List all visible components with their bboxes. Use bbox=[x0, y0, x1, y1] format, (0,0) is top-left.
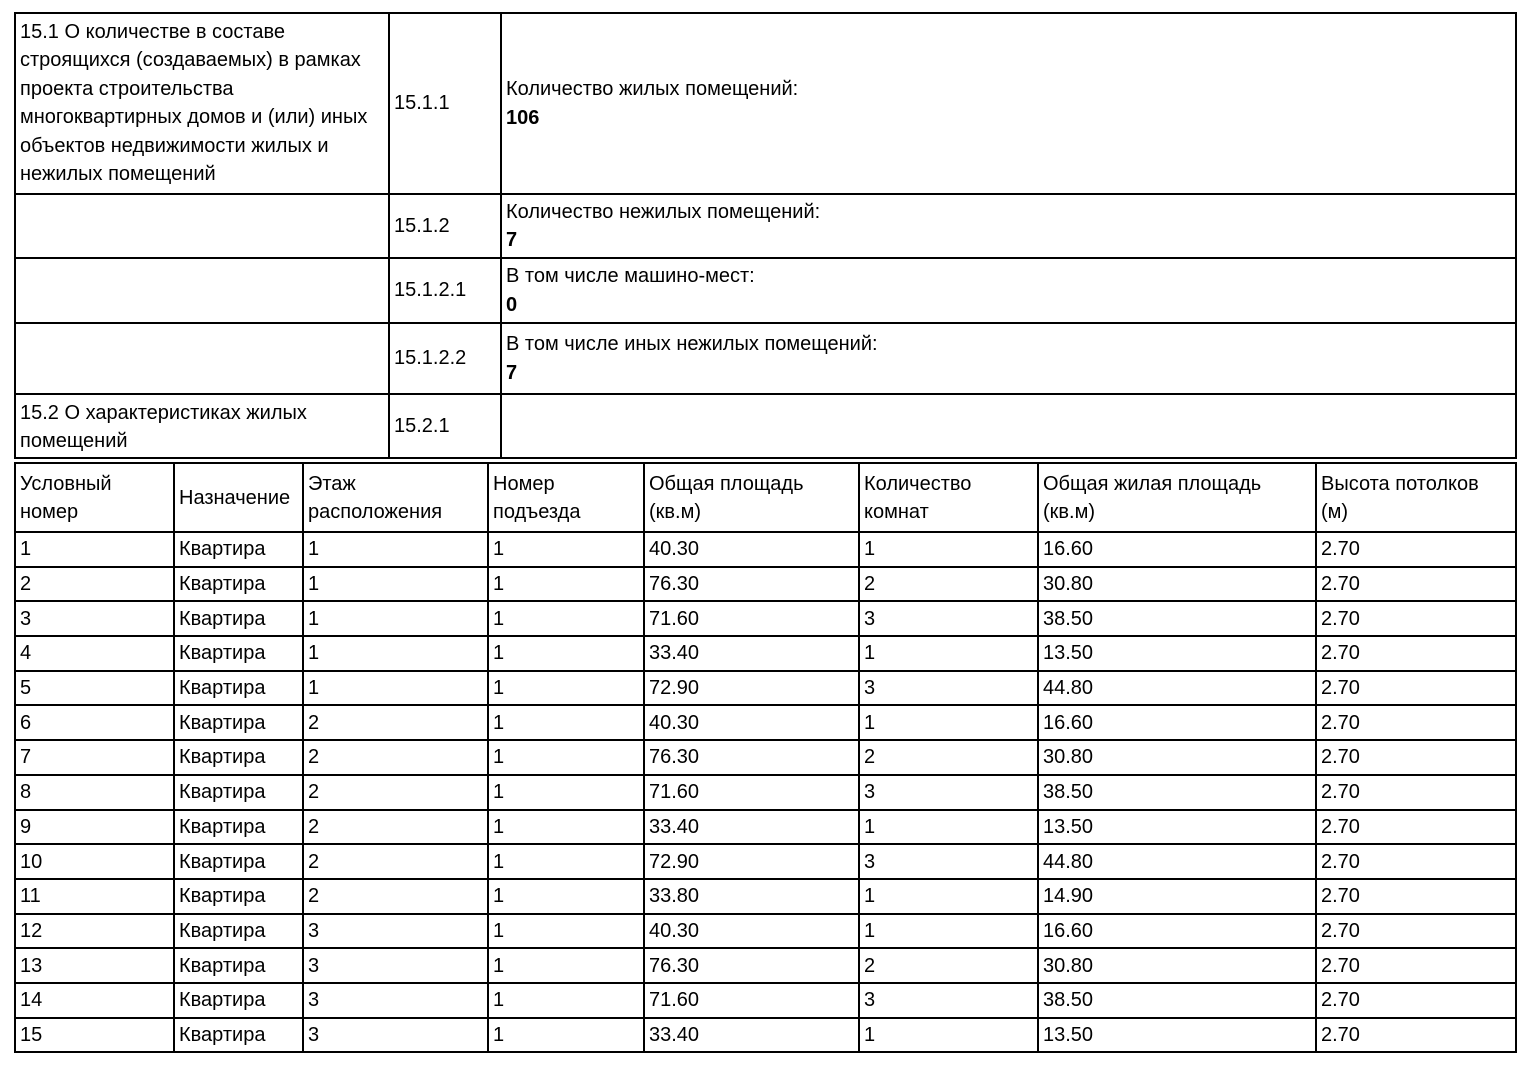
apartment-cell-total-area: 72.90 bbox=[644, 844, 859, 879]
apartment-cell-room-count: 3 bbox=[859, 844, 1038, 879]
apartment-cell-ceiling-height: 2.70 bbox=[1316, 844, 1516, 879]
apartment-cell-purpose: Квартира bbox=[174, 532, 303, 567]
apartment-row bbox=[15, 740, 1516, 775]
apartment-cell-purpose: Квартира bbox=[174, 740, 303, 775]
apartment-cell-living-area: 13.50 bbox=[1038, 636, 1316, 671]
apartment-cell-ceiling-height: 2.70 bbox=[1316, 948, 1516, 983]
section-content-15-1-1 bbox=[501, 13, 1516, 194]
apartment-cell-floor: 1 bbox=[303, 636, 488, 671]
apartment-cell-purpose: Квартира bbox=[174, 775, 303, 810]
apartment-cell-room-count: 1 bbox=[859, 705, 1038, 740]
apartment-cell-room-count: 2 bbox=[859, 567, 1038, 602]
apartment-cell-ceiling-height: 2.70 bbox=[1316, 810, 1516, 845]
column-header-entrance: Номер подъезда bbox=[488, 463, 644, 532]
column-header-purpose: Назначение bbox=[174, 463, 303, 532]
apartment-cell-entrance: 1 bbox=[488, 532, 644, 567]
apartment-cell-living-area: 14.90 bbox=[1038, 879, 1316, 914]
field-value-residential-count: 106 bbox=[506, 106, 540, 129]
apartment-cell-unit-number: 12 bbox=[15, 914, 174, 949]
apartment-cell-entrance: 1 bbox=[488, 671, 644, 706]
apartment-cell-living-area: 38.50 bbox=[1038, 983, 1316, 1018]
section-row-15-2-1 bbox=[15, 394, 1516, 458]
apartment-cell-unit-number: 2 bbox=[15, 567, 174, 602]
apartment-cell-unit-number: 13 bbox=[15, 948, 174, 983]
apartment-cell-purpose: Квартира bbox=[174, 601, 303, 636]
apartment-cell-living-area: 30.80 bbox=[1038, 740, 1316, 775]
apartments-header-row bbox=[15, 463, 1516, 532]
apartment-row bbox=[15, 601, 1516, 636]
apartment-cell-total-area: 40.30 bbox=[644, 914, 859, 949]
field-value-parking-count: 0 bbox=[506, 293, 518, 316]
apartment-cell-unit-number: 8 bbox=[15, 775, 174, 810]
apartment-cell-entrance: 1 bbox=[488, 810, 644, 845]
section-row-15-1-1 bbox=[15, 13, 1516, 194]
apartment-cell-unit-number: 9 bbox=[15, 810, 174, 845]
apartment-cell-floor: 2 bbox=[303, 775, 488, 810]
apartment-cell-total-area: 71.60 bbox=[644, 983, 859, 1018]
apartment-cell-ceiling-height: 2.70 bbox=[1316, 671, 1516, 706]
section-content-15-1-2-2 bbox=[501, 323, 1516, 394]
apartment-cell-room-count: 1 bbox=[859, 879, 1038, 914]
apartment-cell-living-area: 44.80 bbox=[1038, 844, 1316, 879]
apartment-cell-total-area: 72.90 bbox=[644, 671, 859, 706]
apartment-cell-entrance: 1 bbox=[488, 567, 644, 602]
apartment-cell-living-area: 13.50 bbox=[1038, 1018, 1316, 1053]
apartment-row bbox=[15, 914, 1516, 949]
apartment-cell-total-area: 40.30 bbox=[644, 705, 859, 740]
apartment-cell-living-area: 38.50 bbox=[1038, 775, 1316, 810]
apartment-row bbox=[15, 636, 1516, 671]
apartment-cell-room-count: 1 bbox=[859, 1018, 1038, 1053]
column-header-unit-number: Условный номер bbox=[15, 463, 174, 532]
apartment-cell-room-count: 3 bbox=[859, 775, 1038, 810]
apartment-cell-entrance: 1 bbox=[488, 601, 644, 636]
apartment-cell-unit-number: 7 bbox=[15, 740, 174, 775]
apartment-cell-room-count: 1 bbox=[859, 532, 1038, 567]
apartment-cell-room-count: 1 bbox=[859, 636, 1038, 671]
apartment-cell-purpose: Квартира bbox=[174, 1018, 303, 1053]
field-label-nonresidential-count: Количество нежилых помещений: bbox=[506, 200, 821, 223]
apartment-cell-room-count: 3 bbox=[859, 671, 1038, 706]
apartment-cell-total-area: 40.30 bbox=[644, 532, 859, 567]
apartment-cell-room-count: 1 bbox=[859, 810, 1038, 845]
section-content-15-1-2-1 bbox=[501, 258, 1516, 323]
apartment-cell-room-count: 3 bbox=[859, 983, 1038, 1018]
section-code-15-1-2-1: 15.1.2.1 bbox=[389, 258, 501, 323]
section-row-15-1-2 bbox=[15, 194, 1516, 258]
apartment-cell-room-count: 2 bbox=[859, 948, 1038, 983]
apartment-row bbox=[15, 567, 1516, 602]
apartment-cell-total-area: 76.30 bbox=[644, 567, 859, 602]
apartments-table bbox=[14, 462, 1517, 1053]
column-header-living-area: Общая жилая площадь (кв.м) bbox=[1038, 463, 1316, 532]
apartment-cell-purpose: Квартира bbox=[174, 705, 303, 740]
apartment-row bbox=[15, 879, 1516, 914]
section-code-15-2-1: 15.2.1 bbox=[389, 394, 501, 458]
apartment-cell-room-count: 3 bbox=[859, 601, 1038, 636]
apartment-cell-floor: 1 bbox=[303, 532, 488, 567]
apartment-cell-entrance: 1 bbox=[488, 879, 644, 914]
field-label-other-nonresidential-count: В том числе иных нежилых помещений: bbox=[506, 333, 878, 356]
apartment-cell-entrance: 1 bbox=[488, 775, 644, 810]
apartment-cell-unit-number: 11 bbox=[15, 879, 174, 914]
apartment-cell-total-area: 71.60 bbox=[644, 775, 859, 810]
apartment-cell-living-area: 13.50 bbox=[1038, 810, 1316, 845]
apartment-cell-floor: 2 bbox=[303, 844, 488, 879]
field-label-parking-count: В том числе машино-мест: bbox=[506, 265, 755, 288]
apartment-cell-entrance: 1 bbox=[488, 705, 644, 740]
apartment-row bbox=[15, 532, 1516, 567]
apartment-cell-living-area: 44.80 bbox=[1038, 671, 1316, 706]
apartment-cell-ceiling-height: 2.70 bbox=[1316, 775, 1516, 810]
section-row-15-1-2-2 bbox=[15, 323, 1516, 394]
section-row-15-1-2-1 bbox=[15, 258, 1516, 323]
section-15-1-label: 15.1 О количестве в составе строящихся (создаваемых) в рамках проекта строительства многоквартирных домов и (или) иных объектов недвижимости жилых и нежилых помещений bbox=[15, 13, 389, 194]
apartment-row bbox=[15, 948, 1516, 983]
apartment-cell-ceiling-height: 2.70 bbox=[1316, 879, 1516, 914]
apartment-cell-total-area: 76.30 bbox=[644, 948, 859, 983]
apartment-cell-purpose: Квартира bbox=[174, 636, 303, 671]
field-value-nonresidential-count: 7 bbox=[506, 229, 518, 251]
apartment-row bbox=[15, 671, 1516, 706]
apartment-cell-entrance: 1 bbox=[488, 740, 644, 775]
apartment-cell-total-area: 33.40 bbox=[644, 810, 859, 845]
apartment-cell-floor: 1 bbox=[303, 567, 488, 602]
apartment-cell-living-area: 30.80 bbox=[1038, 567, 1316, 602]
apartment-cell-purpose: Квартира bbox=[174, 567, 303, 602]
apartment-cell-ceiling-height: 2.70 bbox=[1316, 983, 1516, 1018]
apartment-cell-ceiling-height: 2.70 bbox=[1316, 601, 1516, 636]
apartment-cell-purpose: Квартира bbox=[174, 844, 303, 879]
field-label-residential-count: Количество жилых помещений: bbox=[506, 78, 799, 101]
apartment-row bbox=[15, 844, 1516, 879]
section-15-1-2-2-label-empty bbox=[15, 323, 389, 394]
apartment-cell-ceiling-height: 2.70 bbox=[1316, 740, 1516, 775]
apartment-cell-unit-number: 4 bbox=[15, 636, 174, 671]
apartment-cell-total-area: 71.60 bbox=[644, 601, 859, 636]
column-header-ceiling-height: Высота потолков (м) bbox=[1316, 463, 1516, 532]
column-header-room-count: Количество комнат bbox=[859, 463, 1038, 532]
apartment-cell-purpose: Квартира bbox=[174, 983, 303, 1018]
section-code-15-1-2-2: 15.1.2.2 bbox=[389, 323, 501, 394]
apartment-row bbox=[15, 775, 1516, 810]
apartment-cell-ceiling-height: 2.70 bbox=[1316, 532, 1516, 567]
apartment-cell-ceiling-height: 2.70 bbox=[1316, 636, 1516, 671]
apartment-cell-floor: 3 bbox=[303, 1018, 488, 1053]
field-value-other-nonresidential-count: 7 bbox=[506, 361, 518, 384]
apartment-cell-purpose: Квартира bbox=[174, 948, 303, 983]
apartment-cell-floor: 2 bbox=[303, 879, 488, 914]
apartment-row bbox=[15, 705, 1516, 740]
apartment-cell-unit-number: 15 bbox=[15, 1018, 174, 1053]
section-15-1-2-label-empty bbox=[15, 194, 389, 258]
apartment-cell-entrance: 1 bbox=[488, 914, 644, 949]
apartment-cell-purpose: Квартира bbox=[174, 810, 303, 845]
section-content-15-2-1 bbox=[501, 394, 1516, 458]
apartment-cell-living-area: 16.60 bbox=[1038, 705, 1316, 740]
apartment-cell-entrance: 1 bbox=[488, 948, 644, 983]
section-15-1-2-1-label-empty bbox=[15, 258, 389, 323]
apartment-cell-unit-number: 10 bbox=[15, 844, 174, 879]
section-code-15-1-2: 15.1.2 bbox=[389, 194, 501, 258]
apartment-cell-unit-number: 6 bbox=[15, 705, 174, 740]
apartment-cell-ceiling-height: 2.70 bbox=[1316, 914, 1516, 949]
apartment-cell-floor: 3 bbox=[303, 983, 488, 1018]
apartment-cell-floor: 2 bbox=[303, 705, 488, 740]
apartment-cell-living-area: 16.60 bbox=[1038, 914, 1316, 949]
apartment-cell-room-count: 2 bbox=[859, 740, 1038, 775]
section-15-2-label: 15.2 О характеристиках жилых помещений bbox=[15, 394, 389, 458]
section-info-table bbox=[14, 12, 1517, 459]
apartment-cell-floor: 3 bbox=[303, 914, 488, 949]
apartment-cell-purpose: Квартира bbox=[174, 671, 303, 706]
apartment-cell-unit-number: 5 bbox=[15, 671, 174, 706]
column-header-total-area: Общая площадь (кв.м) bbox=[644, 463, 859, 532]
apartment-cell-ceiling-height: 2.70 bbox=[1316, 1018, 1516, 1053]
apartment-cell-floor: 2 bbox=[303, 740, 488, 775]
apartment-cell-floor: 2 bbox=[303, 810, 488, 845]
apartment-cell-entrance: 1 bbox=[488, 983, 644, 1018]
section-code-15-1-1: 15.1.1 bbox=[389, 13, 501, 194]
apartment-row bbox=[15, 810, 1516, 845]
apartment-cell-room-count: 1 bbox=[859, 914, 1038, 949]
apartment-cell-living-area: 30.80 bbox=[1038, 948, 1316, 983]
column-header-floor: Этаж расположения bbox=[303, 463, 488, 532]
apartment-cell-living-area: 16.60 bbox=[1038, 532, 1316, 567]
apartment-cell-ceiling-height: 2.70 bbox=[1316, 567, 1516, 602]
apartment-cell-living-area: 38.50 bbox=[1038, 601, 1316, 636]
apartment-cell-purpose: Квартира bbox=[174, 879, 303, 914]
apartment-cell-unit-number: 14 bbox=[15, 983, 174, 1018]
apartment-row bbox=[15, 983, 1516, 1018]
apartment-cell-total-area: 33.40 bbox=[644, 636, 859, 671]
apartment-cell-unit-number: 1 bbox=[15, 532, 174, 567]
apartment-cell-total-area: 76.30 bbox=[644, 740, 859, 775]
apartment-cell-entrance: 1 bbox=[488, 844, 644, 879]
apartment-cell-entrance: 1 bbox=[488, 1018, 644, 1053]
apartment-cell-total-area: 33.40 bbox=[644, 1018, 859, 1053]
apartment-cell-floor: 1 bbox=[303, 671, 488, 706]
apartment-cell-entrance: 1 bbox=[488, 636, 644, 671]
apartment-cell-ceiling-height: 2.70 bbox=[1316, 705, 1516, 740]
apartment-cell-floor: 1 bbox=[303, 601, 488, 636]
apartment-cell-purpose: Квартира bbox=[174, 914, 303, 949]
apartment-cell-total-area: 33.80 bbox=[644, 879, 859, 914]
apartment-row bbox=[15, 1018, 1516, 1053]
apartment-cell-unit-number: 3 bbox=[15, 601, 174, 636]
apartment-cell-floor: 3 bbox=[303, 948, 488, 983]
section-content-15-1-2 bbox=[501, 194, 1516, 258]
